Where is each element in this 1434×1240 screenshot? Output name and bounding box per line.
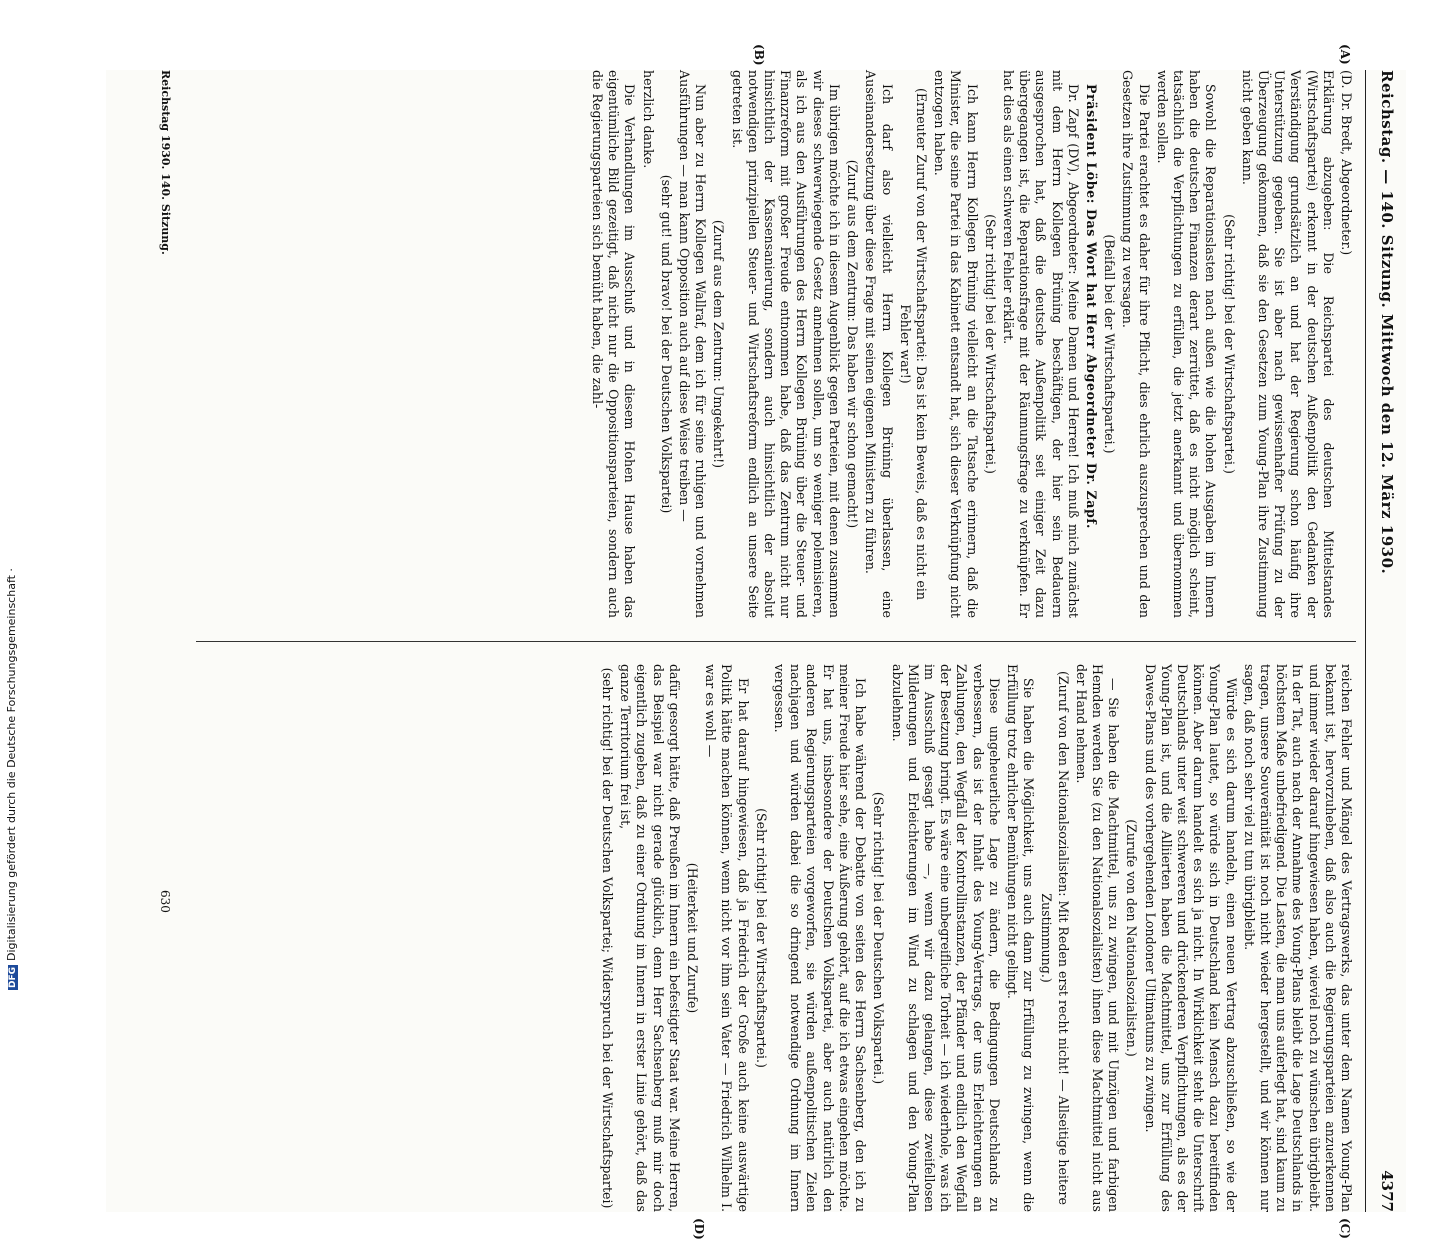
footer-page-number: 630 bbox=[158, 890, 172, 913]
interjection: (Zuruf aus dem Zentrum: Das haben wir schon gemacht!) bbox=[845, 159, 861, 529]
left-column bbox=[587, 70, 1354, 618]
margin-marker-d: (D) bbox=[692, 1218, 706, 1240]
paragraph: Sie haben die Möglichkeit, uns auch dann zur Erfüllung zu zwingen, wenn die Erfüllung trotz ehrlicher Bemühungen nicht gelingt. bbox=[1004, 664, 1037, 1212]
paragraph: Würde es sich darum handeln, einen neuen Vertrag abzuschließen, so wie der Young-Plan lautet, so würde sich in Deutschland kein Mensch dazu bereitfinden können. Aber darum handelt es sich ja nicht. In Wirklichkeit steht die Unterschrift Deutschlands unter weit schwereren und drückenderen Verpflichtungen, als es der Young-Plan ist, und die Alliierten haben die Machtmittel, uns zur Erfüllung des Dawes-Plans und des vorhergehenden Londoner Ultimatums zu zwingen. bbox=[1142, 664, 1239, 1212]
margin-marker-c: (C) bbox=[1338, 1218, 1352, 1239]
interjection: (sehr gut! und bravo! bei der Deutschen Volkspartei) bbox=[658, 174, 674, 514]
interjection: (Erneuter Zuruf von der Wirtschaftspartei: Das ist kein Beweis, daß es nicht ein Fehler war!) bbox=[897, 87, 929, 601]
right-column bbox=[597, 664, 1354, 1212]
paragraph: — Sie haben die Machtmittel, uns zu zwingen, und mit Umzügen und farbigen Hemden werden Sie (zu den Nationalsozialisten) ihnen diese Machtmittel nicht aus der Hand nehmen. bbox=[1073, 664, 1122, 1212]
dfg-logo: DFG bbox=[8, 966, 18, 988]
paragraph: Ich habe während der Debatte von seiten des Herrn Sachsenberg, den ich zu meiner Freude hier sehe, eine Äußerung gehört, auf die ich etwas eingehen möchte. Er hat uns, insbesondere der Deutschen Volkspartei, aber auch natürlich den anderen Regierungsparteien vorgeworfen, sie würden außenpolitischen Zielen nachjagen und würden dabei die so dringend notwendige Ordnung im Innern vergessen. bbox=[772, 664, 869, 1212]
paragraph: Nun aber zu Herrn Kollegen Wallraf, dem ich für seine ruhigen und vornehmen Ausführungen — man kann Opposition auch auf diese Weise treiben — bbox=[677, 70, 709, 618]
interjection: (Sehr richtig! bei der Wirtschaftspartei.) bbox=[1221, 214, 1237, 474]
interjection: (Heiterkeit und Zurufe) bbox=[685, 862, 701, 1014]
paragraph: reichen Fehler und Mängel des Vertragswerks, das unter dem Namen Young-Plan bekannt ist, hervorzuheben, daß also auch die Regierungsparteien anzuerkennen und immer wieder darauf hingewiesen haben, wieviel noch zu wünschen übrigbleibt. In der Tat, auch nach der Annahme des Young-Plans bleibt die Lage Deutschlands in höchstem Maße unbefriedigend. Die Lasten, die man uns auferlegt hat, sind kaum zu tragen, unsere Souveränität ist noch nicht wieder hergestellt, und wir können nur sagen, daß noch sehr viel zu tun übrigbleibt. bbox=[1241, 664, 1354, 1212]
paragraph: Im übrigen möchte ich in diesem Augenblick gegen Parteien, mit denen zusammen wir dieses schwerwiegende Gesetz annehmen sollen, um so weniger polemisieren, als ich aus den Ausführungen des Herrn Kollegen Brüning über die Steuer- und Finanzreform mit großer Freude entnommen habe, daß das Zentrum nicht nur hinsichtlich der Kassensanierung, sondern auch hinsichtlich der absolut notwendigen prinzipiellen Steuer- und Wirtschaftsreform endlich an unsere Seite getreten ist. bbox=[729, 70, 842, 618]
digitization-text-row bbox=[5, 0, 23, 990]
paragraph: dafür gesorgt hätte, daß Preußen im Innern ein befestigter Staat war. Meine Herren, das Beispiel war nicht gerade glücklich, denn Herr Sachsenberg muß mir doch eigentlich zugeben, daß zu einer Ordnung im Innern in erster Linie gehört, daß das ganze Territorium frei ist, bbox=[618, 664, 682, 1212]
paragraph: Erklärung abzugeben: Die Reichspartei des deutschen Mittelstandes (Wirtschaftspartei) erkennt in der deutschen Außenpolitik den Gedanken der Verständigung grundsätzlich an und hat der Regierung schon häufig ihre Unterstützung gegeben. Sie ist aber nach gewissenhafter Prüfung zu der Überzeugung gekommen, daß sie den Gesetzen zum Young-Plan ihre Zustimmung nicht geben kann. bbox=[1239, 70, 1336, 618]
column-divider bbox=[196, 641, 1356, 642]
header-page-number: 4377 bbox=[1378, 1170, 1396, 1212]
footer-source: Reichstag 1930. 140. Sitzung. bbox=[159, 70, 172, 255]
margin-marker-a: (A) bbox=[1338, 44, 1352, 65]
speech-paragraph: Dr. Zapf (DV), Abgeordneter: Meine Damen und Herren! Ich muß mich zunächst mit dem Herrn Kollegen Brüning beschäftigen, der hier sein Bedauern ausgesprochen hat, daß die deutsche Außenpolitik seit einiger Zeit dazu übergegangen ist, die Reparationsfrage mit der Räumungsfrage zu verknüpfen. Er hat dies als einen schweren Fehler erklärt. bbox=[1000, 70, 1081, 618]
paragraph: herzlich danke. bbox=[640, 70, 656, 169]
digitization-text: Digitalisierung gefördert durch die Deutsche Forschungsgemeinschaft · bbox=[5, 568, 18, 961]
interjection: (Beifall bei der Wirtschaftspartei.) bbox=[1102, 234, 1118, 454]
document-page bbox=[106, 44, 1406, 1240]
paragraph: Die Verhandlungen im Ausschuß und in diesem Hohen Hause haben das eigentümliche Bild gezeitigt, daß nicht nur die Oppositionsparteien, sondern auch die Regierungsparteien sich bemüht haben, die zahl- bbox=[590, 70, 638, 618]
paragraph: Ich kann Herrn Kollegen Brüning vielleicht an die Tatsache erinnern, daß die Minister, die seine Partei in das Kabinett entsandt hat, sich dieser Verknüpfung nicht entzogen haben. bbox=[932, 70, 980, 618]
interjection: (Zuruf von den Nationalsozialisten: Mit Reden erst recht nicht! — Allseitige heitere Zustimmung.) bbox=[1039, 670, 1071, 1206]
paragraph: Sowohl die Reparationslasten nach außen wie die hohen Ausgaben im Innern haben die deutschen Finanzen derart zerrüttet, daß es nicht möglich scheint, tatsächlich die Verpflichtungen zu erfüllen, die jetzt anerkannt und übernommen werden sollen. bbox=[1154, 70, 1219, 618]
interjection: (Zuruf aus dem Zentrum: Umgekehrt!) bbox=[711, 219, 727, 469]
president-statement: Präsident Löbe: Das Wort hat Herr Abgeordneter Dr. Zapf. bbox=[1083, 84, 1099, 529]
paragraph: Er hat darauf hingewiesen, daß ja Friedrich der Große auch keine auswärtige Politik hätte machen können, wenn nicht vor ihm sein Vater — Friedrich Wilhelm I. war es wohl — bbox=[703, 664, 751, 1212]
paragraph: Diese ungeheuerliche Lage zu ändern, die Bedingungen Deutschlands zu verbessern, das ist der Inhalt des Young-Vertrags, der uns Erleichterungen an Zahlungen, den Wegfall der Kontrollinstanzen, der Pfänder und endlich den Wegfall der Besetzung bringt. Es wäre eine unbegreifliche Torheit — ich wiederhole, was ich im Ausschuß gesagt habe —, wenn wir dazu gelangen, diese zweifellosen Milderungen und Erleichterungen im Wind zu schlagen und den Young-Plan abzulehnen. bbox=[889, 664, 1002, 1212]
interjection: (Zurufe von den Nationalsozialisten.) bbox=[1124, 819, 1140, 1057]
page-header bbox=[1365, 70, 1406, 1212]
interjection: (Sehr richtig! bei der Wirtschaftspartei.) bbox=[753, 808, 769, 1068]
header-title: Reichstag. — 140. Sitzung. Mittwoch den 12. März 1930. bbox=[1378, 70, 1396, 575]
digitization-note bbox=[2, 4, 20, 994]
speaker-continuation: (D. Dr. Bredt, Abgeordneter.) bbox=[1339, 70, 1354, 256]
interjection: (sehr richtig! bei der Deutschen Volkspartei; Widerspruch bei der Wirtschaftspartei) bbox=[600, 667, 616, 1209]
margin-marker-b: (B) bbox=[752, 44, 766, 66]
interjection: (Sehr richtig! bei der Deutschen Volkspartei.) bbox=[871, 791, 887, 1085]
interjection: (Sehr richtig! bei der Wirtschaftspartei.) bbox=[982, 214, 998, 474]
paragraph: Ich darf also vielleicht Herrn Kollegen Brüning überlassen, eine Auseinandersetzung über diese Frage mit seinen eigenen Ministern zu führen. bbox=[863, 70, 895, 618]
paragraph: Die Partei erachtet es daher für ihre Pflicht, dies ehrlich auszusprechen und den Gesetzen ihre Zustimmung zu versagen. bbox=[1120, 70, 1152, 618]
